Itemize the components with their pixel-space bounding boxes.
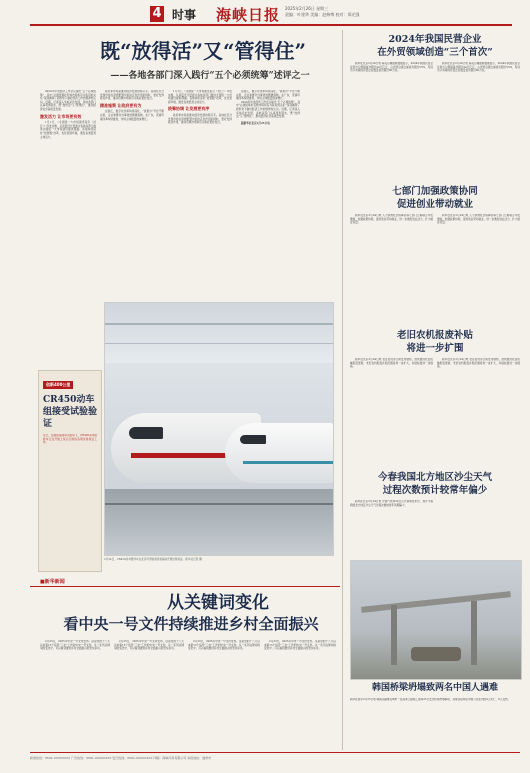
track: [105, 503, 333, 505]
right-title-1: 2024年我国民营企业: [388, 34, 482, 45]
train-right: [225, 423, 333, 483]
right-paragraph-1b: 新华社北京2月24日电 海关总署最新数据显示，2024年我国民营企业进出口规模首次超过24万亿元，占外贸总值比重首次超过55%，有进出口实绩的民营企业数量首次超过60万家。: [437, 62, 520, 73]
bottom-paragraph-4: 2月23日，2025年中央一号文件发布。这是党的十八大以来第13个指导“三农”工作的中央一号文件。从一系列关键词的变化中，可以看到推进乡村全面振兴的坚实步伐。: [264, 640, 336, 651]
lead-paragraph-3: 政府和市场是推动经济发展的两只手。各地在充分发挥市场在资源配置中的决定性作用的同时，更好发挥政府作用，推动有效市场和有为政府更好结合。: [100, 90, 164, 101]
right-title-1b: 在外贸领域创造“三个首次”: [377, 47, 493, 58]
right-body-3: [350, 358, 520, 466]
right-title-4b: 过程次数预计较常年偏少: [382, 485, 488, 496]
right-paragraph-2b: 新华社北京2月24日电 人力资源社会保障部等七部门日前联合印发通知，加强政策协同，促进创业带动就业，进一步激发创业活力，扩大就业容量。: [437, 214, 520, 225]
lead-subhead: ——各地各部门深入践行“五个必须统筹”述评之一: [110, 71, 310, 81]
bottom-paragraph-3: 2月23日，2025年中央一号文件发布。这是党的十八大以来第13个指导“三农”工作的中央一号文件。从一系列关键词的变化中，可以看到推进乡村全面振兴的坚实步伐。: [188, 640, 260, 651]
issue-meta: 2025年2月26日 星期三 责编：叶建华 美编：赵修博 校对：郑光强: [285, 6, 360, 17]
right-paragraph-3b: 新华社北京2月24日电 农业农村部日前发布通知，加快推进农业机械报废更新，老旧农机报废补贴范围将进一步扩大，补贴标准进一步提高。: [437, 358, 520, 369]
station-roof: [105, 303, 333, 363]
bottom-column-1: [40, 640, 110, 750]
train-right-stripe: [243, 461, 333, 464]
bridge-photo: [350, 560, 522, 680]
lead-paragraph-5: 1月1日，《全国统一大市场建设指引（试行）》印发实施，从顶层设计层面为各地各部门推进全国统一大市场建设提供遵循。各地持续深化“放管服”改革，优化营商环境，激发各类经营主体活力。: [168, 90, 232, 104]
lead-paragraph-2: 1月1日，《全国统一大市场建设指引（试行）》印发实施，从顶层设计层面为各地各部门推进全国统一大市场建设提供遵循。各地持续深化“放管服”改革，优化营商环境，激发各类经营主体活力。: [40, 121, 96, 139]
right-paragraph-2: 新华社北京2月24日电 人力资源社会保障部等七部门日前联合印发通知，加强政策协同，促进创业带动就业，进一步激发创业活力，扩大就业容量。: [350, 214, 433, 225]
right-title-2: 七部门加强政策协同: [392, 186, 478, 197]
right-paragraph-4: 新华社北京2月24日电 中国气象局24日召开新闻发布会，预计今春我国北方地区沙尘天气过程次数较常年同期偏少。: [350, 500, 433, 507]
bridge-pillar: [471, 601, 477, 665]
bottom-paragraph-1: 2月23日，2025年中央一号文件发布。这是党的十八大以来第13个指导“三农”工作的中央一号文件。从一系列关键词的变化中，可以看到推进乡村全面振兴的坚实步伐。: [40, 640, 110, 651]
lead-column-3: [168, 90, 232, 330]
right-title-3b: 将进一步扩围: [406, 343, 464, 354]
feature-box: [38, 370, 102, 572]
lead-subheading-3: 统筹协调 让发展更有序: [168, 106, 210, 112]
roof-truss: [105, 323, 333, 325]
bridge-deck: [361, 591, 511, 613]
bottom-column-3: [188, 640, 260, 750]
lead-paragraph-8: 2024年中央经济工作会议提出“五个必须统筹”，其中“必须统筹好有效市场和有为政府的关系”深刻阐明了新形势下做好经济工作的规律性认识。近期，记者深入多地采访发现，各地各部门认真贯彻落实，既“放得活”又“管得住”，推动经济社会高质量发展。: [236, 100, 300, 119]
lead-column-4: [236, 90, 300, 300]
lead-paragraph-7: 在浙江，数字化改革持续深化，“浙里办”平台不断完善，企业和群众办事更加便捷高效。在广东，营商环境改革持续推进，市场主体数量稳步增长。: [236, 90, 300, 101]
bottom-headline-2: 看中央一号文件持续推进乡村全面振兴: [63, 615, 319, 633]
feature-tag: 创新400公里: [43, 381, 73, 389]
roof-truss: [105, 343, 333, 344]
right-body-2: [350, 214, 520, 324]
section-name: 时事: [172, 8, 197, 22]
bridge-pillar: [391, 605, 397, 665]
lead-subheading-2: 精准施策 让政府更有为: [100, 102, 142, 108]
footer-info: 新闻热线：0591-XXXXXXXX 广告热线：0591-XXXXXXXX 发行热线：0591-XXXXXXXX 印刷：海峡印务有限公司 本报地址：福州市: [30, 756, 212, 760]
feature-body: 近日，在国铁集团牵头组织下，CR450动车组样车正在开展上线运行前的各项试验验证工作。: [43, 434, 97, 445]
train-right-window: [240, 435, 266, 444]
page-number: 4: [150, 6, 164, 22]
platform: [105, 489, 333, 555]
bottom-column-4: [264, 640, 336, 750]
bottom-paragraph-2: 2月23日，2025年中央一号文件发布。这是党的十八大以来第13个指导“三农”工作的中央一号文件。从一系列关键词的变化中，可以看到推进乡村全面振兴的坚实步伐。: [114, 640, 184, 651]
bottom-rule: [30, 586, 340, 587]
lead-footer-note: 据新华社北京2月25日电: [241, 121, 270, 125]
right-divider: [342, 30, 343, 750]
right-title-2b: 促进创业带动就业: [396, 199, 473, 210]
newspaper-logo: 海峡日报: [216, 6, 281, 24]
right-title-4: 今春我国北方地区沙尘天气: [377, 472, 492, 483]
lead-subheading-1: 激发活力 让市场更有效: [40, 113, 82, 119]
header-rule: [30, 24, 512, 26]
bottom-column-2: [114, 640, 184, 750]
feature-title: CR450动车组接受试验验证: [43, 395, 98, 429]
bridge-photo-body: 新华社首尔2月25日电 韩国京畿道安城市一处高速公路施工现场25日发生桥梁坍塌事故，造成包括两名中国公民在内的4人死亡、6人受伤。: [350, 698, 511, 701]
debris: [411, 647, 461, 661]
train-left-window: [129, 427, 163, 439]
right-body-1: [350, 62, 520, 180]
lead-column-2: [100, 90, 164, 330]
lead-paragraph-1: 2024年中央经济工作会议提出“五个必须统筹”，其中“必须统筹好有效市场和有为政府的关系”深刻阐明了新形势下做好经济工作的规律性认识。近期，记者深入多地采访发现，各地各部门认真贯彻落实，既“放得活”又“管得住”，推动经济社会高质量发展。: [40, 90, 96, 111]
bottom-tag: ■新华新闻: [40, 579, 65, 585]
bridge-photo-caption: 韩国桥梁坍塌致两名中国人遇难: [371, 683, 498, 693]
lead-headline: 既“放得活”又“管得住”: [99, 39, 306, 63]
lead-paragraph-4: 在浙江，数字化改革持续深化，“浙里办”平台不断完善，企业和群众办事更加便捷高效。在广东，营商环境改革持续推进，市场主体数量稳步增长。: [100, 110, 164, 121]
lead-paragraph-6: 政府和市场是推动经济发展的两只手。各地在充分发挥市场在资源配置中的决定性作用的同时，更好发挥政府作用，推动有效市场和有为政府更好结合。: [168, 113, 232, 125]
right-title-3: 老旧农机报废补贴: [396, 330, 473, 341]
footer-rule: [30, 752, 520, 753]
right-paragraph-1: 新华社北京2月24日电 海关总署最新数据显示，2024年我国民营企业进出口规模首次超过24万亿元，占外贸总值比重首次超过55%，有进出口实绩的民营企业数量首次超过60万家。: [350, 62, 433, 73]
right-paragraph-3: 新华社北京2月24日电 农业农村部日前发布通知，加快推进农业机械报废更新，老旧农机报废补贴范围将进一步扩大，补贴标准进一步提高。: [350, 358, 433, 369]
photo-caption: 2月24日，CR450动车组样车在北京环形铁道试验基地开展试验验证。新华社记者 摄: [104, 558, 202, 561]
bottom-headline-1: 从关键词变化: [167, 593, 269, 613]
lead-column-1: [40, 90, 96, 330]
cr450-photo: [104, 302, 334, 556]
right-body-4: [350, 500, 520, 556]
